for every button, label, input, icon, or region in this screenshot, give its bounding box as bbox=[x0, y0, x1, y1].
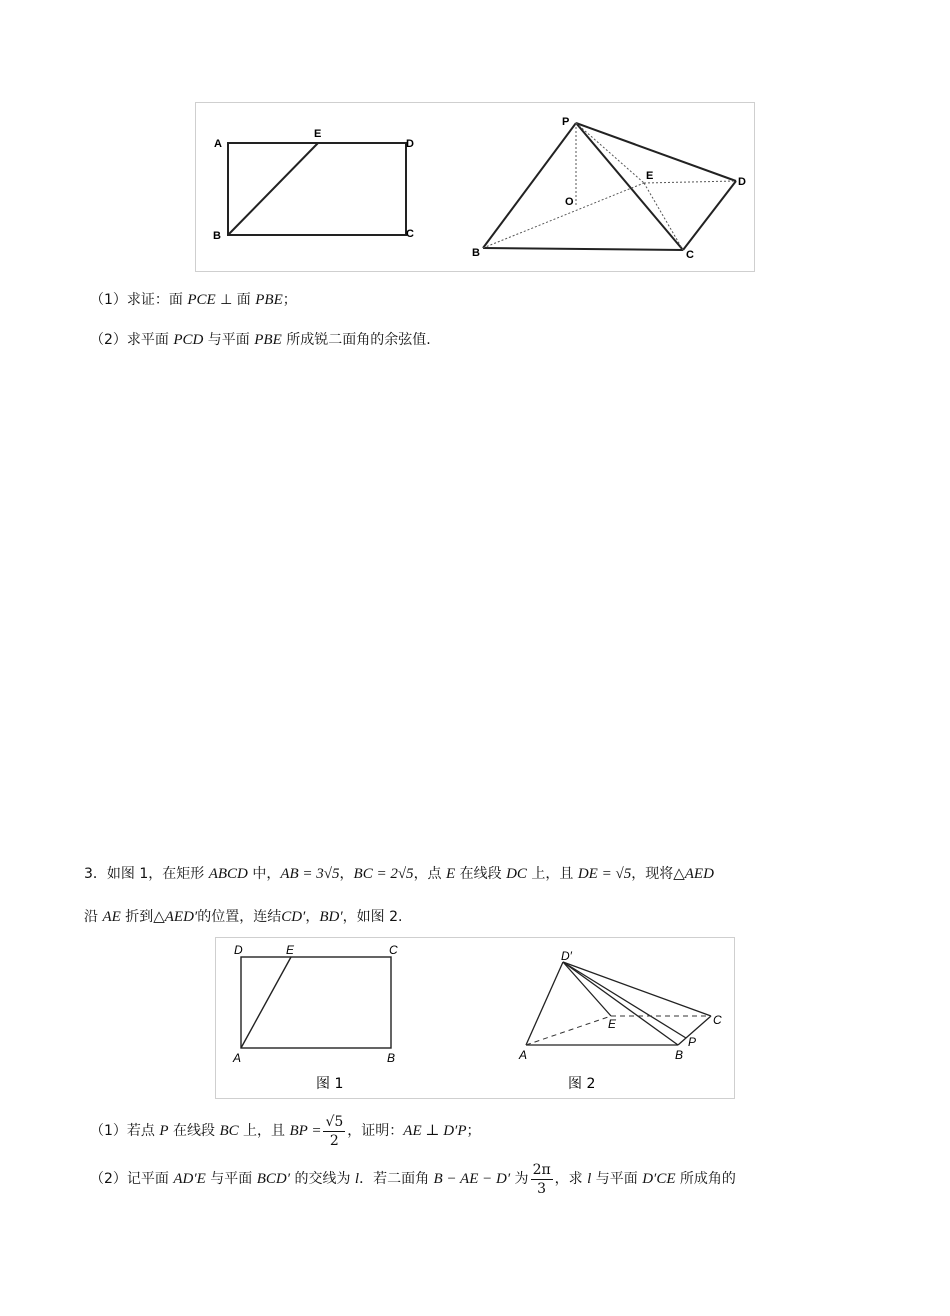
label-e: E bbox=[314, 128, 322, 140]
label-b: B bbox=[387, 1051, 396, 1065]
label-e2: E bbox=[646, 170, 654, 182]
edge-ad bbox=[526, 962, 563, 1045]
figure-1 bbox=[195, 102, 755, 272]
caption-fig1: 图 1 bbox=[316, 1076, 344, 1092]
caption-fig2: 图 2 bbox=[568, 1076, 596, 1092]
label-a: A bbox=[214, 138, 222, 150]
q3-line1: 3．如图 1，在矩形 ABCD 中，AB = 3√5，BC = 2√5，点 E 在线段 DC 上，且 DE = √5，现将△AED bbox=[84, 866, 714, 882]
label-a2: A bbox=[519, 1048, 528, 1062]
edge-db bbox=[563, 962, 678, 1045]
dashed-pe bbox=[576, 123, 644, 183]
dashed-ec bbox=[644, 183, 683, 250]
fraction-bp: $\frac{√5}{2}$ bbox=[325, 1113, 344, 1149]
q2-part1: （1）求证：面 PCE ⊥ 面 PBE； bbox=[90, 292, 297, 308]
label-dprime: D′ bbox=[561, 949, 572, 963]
label-e: E bbox=[286, 943, 295, 957]
label-b2: B bbox=[472, 247, 480, 259]
label-p: P bbox=[562, 116, 570, 128]
figure-2-drawing bbox=[216, 938, 734, 1098]
label-a: A bbox=[233, 1051, 242, 1065]
label-d2: D bbox=[738, 176, 746, 188]
q3-part1: （1）若点 P 在线段 BC 上，且 BP = $\frac{√5}{2}$ ，证明：AE ⊥ D′P； bbox=[90, 1113, 481, 1149]
edge-bc bbox=[483, 248, 683, 250]
edge-pb bbox=[483, 123, 576, 248]
dashed-ed bbox=[644, 181, 736, 183]
segment-ae bbox=[241, 957, 291, 1048]
label-b2: B bbox=[675, 1048, 684, 1062]
label-c: C bbox=[389, 943, 398, 957]
label-c: C bbox=[406, 228, 414, 240]
label-d: D bbox=[234, 943, 243, 957]
figure-2 bbox=[215, 937, 735, 1099]
fraction-angle: $\frac{2\pi}{3}$ bbox=[532, 1161, 551, 1197]
segment-be bbox=[228, 143, 318, 235]
figure-1-drawing bbox=[196, 103, 754, 271]
q3-line2: 沿 AE 折到△AED′的位置，连结CD′，BD′，如图 2. bbox=[84, 909, 403, 925]
label-d: D bbox=[406, 138, 414, 150]
label-c2: C bbox=[713, 1013, 722, 1027]
edge-cd bbox=[683, 181, 736, 250]
label-o: O bbox=[565, 196, 574, 208]
q2-part2: （2）求平面 PCD 与平面 PBE 所成锐二面角的余弦值. bbox=[90, 332, 431, 348]
dashed-ae bbox=[526, 1016, 611, 1045]
label-b: B bbox=[213, 230, 221, 242]
label-p: P bbox=[688, 1035, 697, 1049]
rectangle-abcd bbox=[228, 143, 406, 235]
rect-abcd bbox=[241, 957, 391, 1048]
label-e2: E bbox=[608, 1017, 617, 1031]
label-c2: C bbox=[686, 249, 694, 261]
q3-part2: （2）记平面 AD′E 与平面 BCD′ 的交线为 l．若二面角 B − AE − D′ 为 $\frac{2\pi}{3}$ ，求 l 与平面 D′CE 所成角的 bbox=[90, 1161, 736, 1197]
